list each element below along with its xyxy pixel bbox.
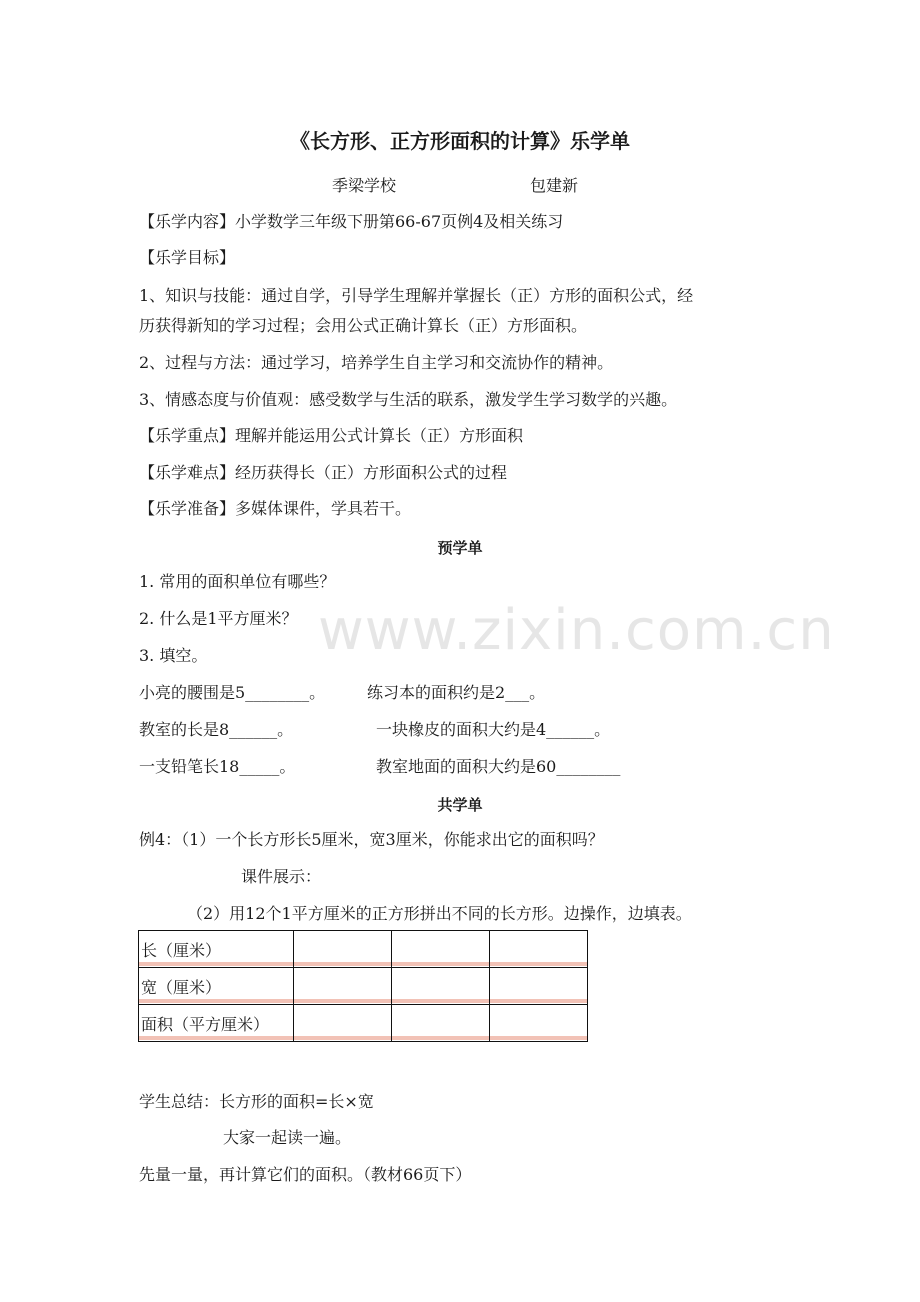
row-label-width: [139, 968, 294, 1005]
measure-instruction: 先量一量，再计算它们的面积。（教材66页下）: [139, 1165, 472, 1184]
question-1: 1. 常用的面积单位有哪些？: [139, 572, 336, 591]
table-cell[interactable]: [392, 1005, 490, 1042]
table-row: [139, 931, 588, 968]
highlight-line: [294, 1036, 391, 1040]
co-study-heading: 共学单: [437, 796, 483, 814]
row-label-area: [139, 1005, 294, 1042]
table-cell[interactable]: [294, 1005, 392, 1042]
goal-3: 3、情感态度与价值观：感受数学与生活的联系，激发学生学习数学的兴趣。: [139, 390, 678, 409]
fill-blank-3-left: 一支铅笔长18_____。: [139, 757, 296, 776]
row-label-length: [139, 931, 294, 968]
fill-blank-1-right: 练习本的面积约是2___。: [367, 683, 546, 702]
table-cell[interactable]: [294, 931, 392, 968]
highlight-line: [392, 962, 489, 966]
content-line: 【乐学内容】小学数学三年级下册第66-67页例4及相关练习: [139, 212, 564, 231]
difficulty: 【乐学难点】经历获得长（正）方形面积公式的过程: [139, 463, 508, 482]
question-3: 3. 填空。: [139, 646, 208, 665]
goal-1-line-a: 1、知识与技能：通过自学，引导学生理解并掌握长（正）方形的面积公式，经: [139, 286, 694, 305]
highlight-line: [139, 962, 293, 966]
highlight-line: [392, 1036, 489, 1040]
read-together: 大家一起读一遍。: [223, 1128, 352, 1147]
goal-2: 2、过程与方法：通过学习，培养学生自主学习和交流协作的精神。: [139, 353, 614, 372]
highlight-line: [139, 999, 293, 1003]
student-summary: 学生总结：长方形的面积=长×宽: [139, 1092, 374, 1111]
pre-study-heading: 预学单: [437, 539, 483, 557]
watermark: www.zixin.com.cn: [318, 598, 835, 663]
highlight-line: [139, 1036, 293, 1040]
school-name: 季梁学校: [332, 176, 397, 195]
example-4-part-2: （2）用12个1平方厘米的正方形拼出不同的长方形。边操作，边填表。: [187, 904, 692, 923]
document-title: 《长方形、正方形面积的计算》乐学单: [290, 129, 630, 153]
table-cell[interactable]: [392, 968, 490, 1005]
row-label-text: 面积（平方厘米）: [141, 1014, 270, 1034]
fill-blank-3-right: 教室地面的面积大约是60________: [376, 757, 621, 776]
row-label-text: 宽（厘米）: [141, 977, 222, 997]
courseware-display: 课件展示：: [241, 867, 322, 886]
highlight-line: [294, 999, 391, 1003]
highlight-line: [392, 999, 489, 1003]
rectangle-table: [138, 930, 588, 1042]
table-row: [139, 968, 588, 1005]
example-4-part-1: 例4：（1）一个长方形长5厘米，宽3厘米，你能求出它的面积吗？: [139, 830, 604, 849]
table-cell[interactable]: [392, 931, 490, 968]
row-label-text: 长（厘米）: [141, 940, 222, 960]
goals-heading: 【乐学目标】: [139, 248, 236, 267]
fill-blank-2-left: 教室的长是8______。: [139, 720, 294, 739]
table-row: [139, 1005, 588, 1042]
key-point: 【乐学重点】理解并能运用公式计算长（正）方形面积: [139, 426, 524, 445]
highlight-line: [490, 1036, 587, 1040]
table-cell[interactable]: [490, 1005, 588, 1042]
fill-blank-1-left: 小亮的腰围是5________。: [139, 683, 326, 702]
table-cell[interactable]: [490, 931, 588, 968]
highlight-line: [490, 999, 587, 1003]
highlight-line: [294, 962, 391, 966]
question-2: 2. 什么是1平方厘米？: [139, 609, 298, 628]
preparation: 【乐学准备】多媒体课件，学具若干。: [139, 499, 412, 518]
fill-blank-2-right: 一块橡皮的面积大约是4______。: [376, 720, 611, 739]
table-cell[interactable]: [490, 968, 588, 1005]
highlight-line: [490, 962, 587, 966]
goal-1-line-b: 历获得新知的学习过程；会用公式正确计算长（正）方形面积。: [139, 316, 588, 335]
table-cell[interactable]: [294, 968, 392, 1005]
author-name: 包建新: [530, 176, 579, 195]
